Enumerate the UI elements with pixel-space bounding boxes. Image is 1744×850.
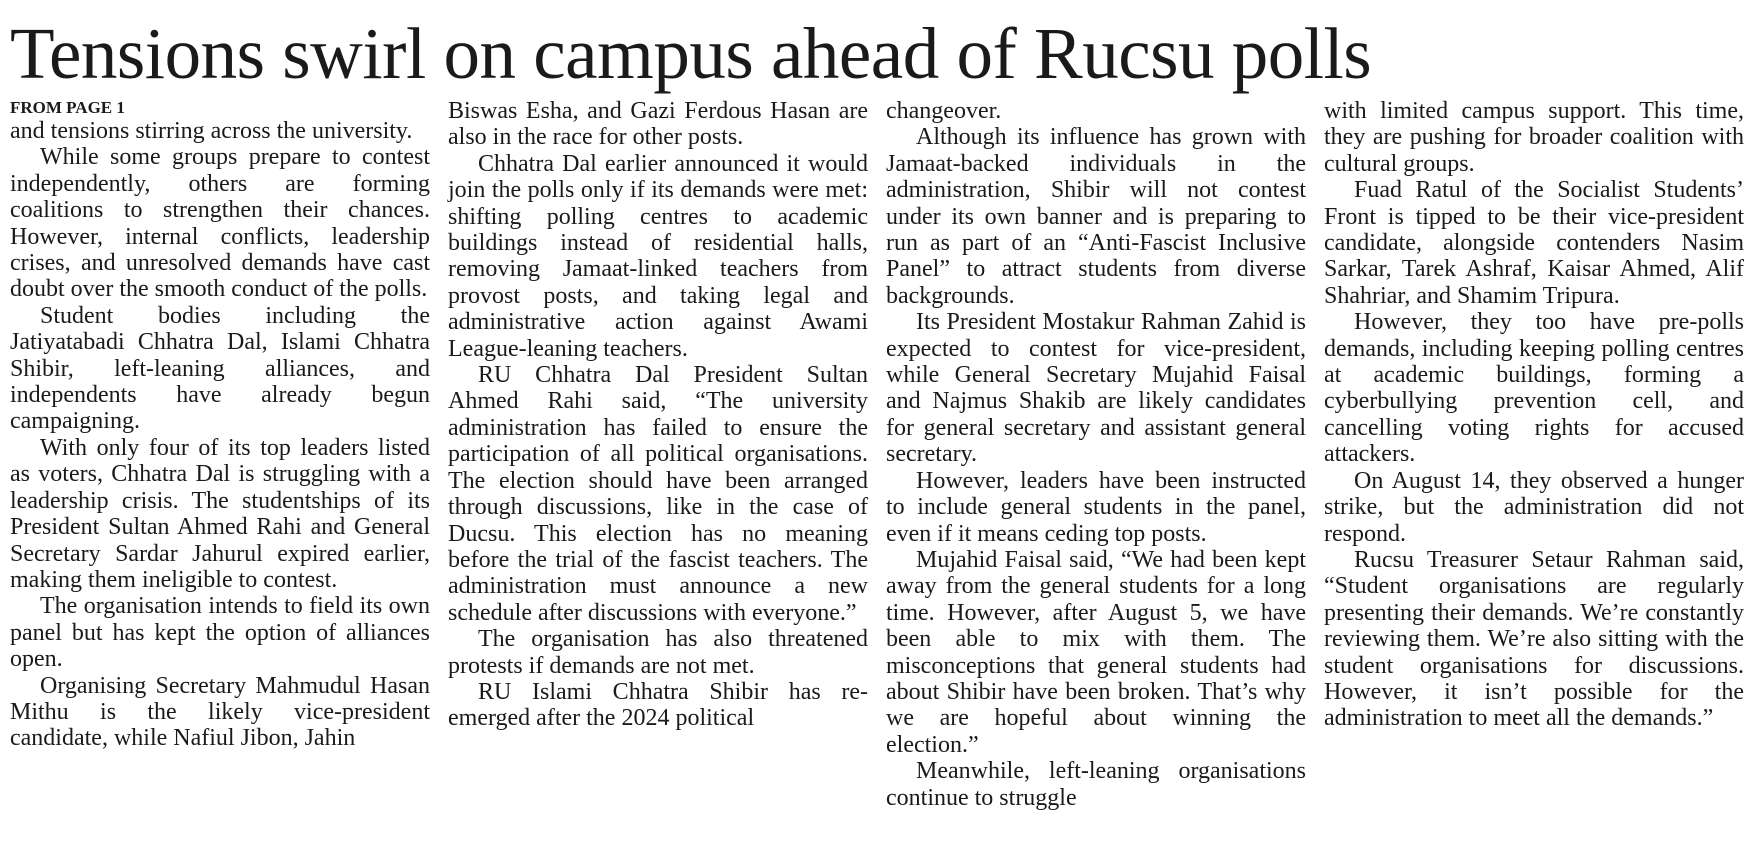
article-column-4 [1324, 98, 1744, 732]
paragraph: The organisation has also threatened protests if demands are not met. [448, 626, 868, 679]
paragraph: and tensions stirring across the university. [10, 118, 413, 144]
article-column-1 [10, 98, 430, 752]
paragraph: However, they too have pre-polls demands, including keeping polling centres at academic buildings, forming a cyberbullying prevention cell, and cancelling voting rights for accused attackers. [1324, 309, 1744, 468]
paragraph: However, leaders have been instructed to include general students in the panel, even if it means ceding top posts. [886, 467, 1306, 547]
paragraph: Chhatra Dal earlier announced it would join the polls only if its demands were met: shifting polling centres to academic buildings instead of residential halls, removing Jamaat-linked teachers from provost posts, and taking legal and administrative action against Awami League-leaning teachers. [448, 150, 868, 362]
paragraph: RU Islami Chhatra Shibir has re-emerged after the 2024 political [448, 678, 868, 732]
paragraph: Rucsu Treasurer Setaur Rahman said, “Student organisations are regularly presenting their demands. We’re constantly reviewing them. We’re also sitting with the student organisations for discussions. However, it isn’t possible for the administration to meet all the demands.” [1324, 546, 1744, 732]
kicker-from-page: FROM PAGE 1 [10, 98, 125, 117]
paragraph: With only four of its top leaders listed as voters, Chhatra Dal is struggling with a leadership crisis. The studentships of its President Sultan Ahmed Rahi and General Secretary Sardar Jahurul expired earlier, making them ineligible to contest. [10, 434, 430, 593]
paragraph: On August 14, they observed a hunger strike, but the administration did not respond. [1324, 467, 1744, 547]
paragraph: changeover. [886, 98, 1002, 124]
paragraph: Organising Secretary Mahmudul Hasan Mithu is the likely vice-president candidate, while Nafiul Jibon, Jahin [10, 672, 430, 752]
paragraph: RU Chhatra Dal President Sultan Ahmed Rahi said, “The university administration has failed to ensure the participation of all political organisations. The election should have been arranged through discussions, like in the case of Ducsu. This election has no meaning before the trial of the fascist teachers. The administration must announce a new schedule after discussions with everyone.” [448, 362, 868, 626]
paragraph: Its President Mostakur Rahman Zahid is expected to contest for vice-president, while General Secretary Mujahid Faisal and Najmus Shakib are likely candidates for general secretary and assistant general secretary. [886, 309, 1306, 468]
paragraph: Biswas Esha, and Gazi Ferdous Hasan are also in the race for other posts. [448, 98, 868, 151]
paragraph: with limited campus support. This time, they are pushing for broader coalition with cultural groups. [1324, 98, 1744, 177]
paragraph: Meanwhile, left-leaning organisations continue to struggle [886, 758, 1306, 811]
article-column-3 [886, 98, 1306, 811]
paragraph: While some groups prepare to contest independently, others are forming coalitions to strengthen their chances. However, internal conflicts, leadership crises, and unresolved demands have cast doubt over the smooth conduct of the polls. [10, 144, 430, 303]
paragraph: The organisation intends to field its own panel but has kept the option of alliances open. [10, 593, 430, 673]
paragraph: Although its influence has grown with Jamaat-backed individuals in the administration, Shibir will not contest under its own banner and is preparing to run as part of an “Anti-Fascist Inclusive Panel” to attract students from diverse backgrounds. [886, 124, 1306, 309]
headline: Tensions swirl on campus ahead of Rucsu polls [10, 13, 1372, 94]
paragraph: Fuad Ratul of the Socialist Students’ Front is tipped to be their vice-president candidate, alongside contenders Nasim Sarkar, Tarek Ashraf, Kaisar Ahmed, Alif Shahriar, and Shamim Tripura. [1324, 177, 1744, 309]
paragraph: Student bodies including the Jatiyatabadi Chhatra Dal, Islami Chhatra Shibir, left-leaning alliances, and independents have already begun campaigning. [10, 302, 430, 435]
paragraph: Mujahid Faisal said, “We had been kept away from the general students for a long time. However, after August 5, we have been able to mix with them. The misconceptions that general students had about Shibir have been broken. That’s why we are hopeful about winning the election.” [886, 546, 1306, 758]
article-column-2 [448, 98, 868, 732]
